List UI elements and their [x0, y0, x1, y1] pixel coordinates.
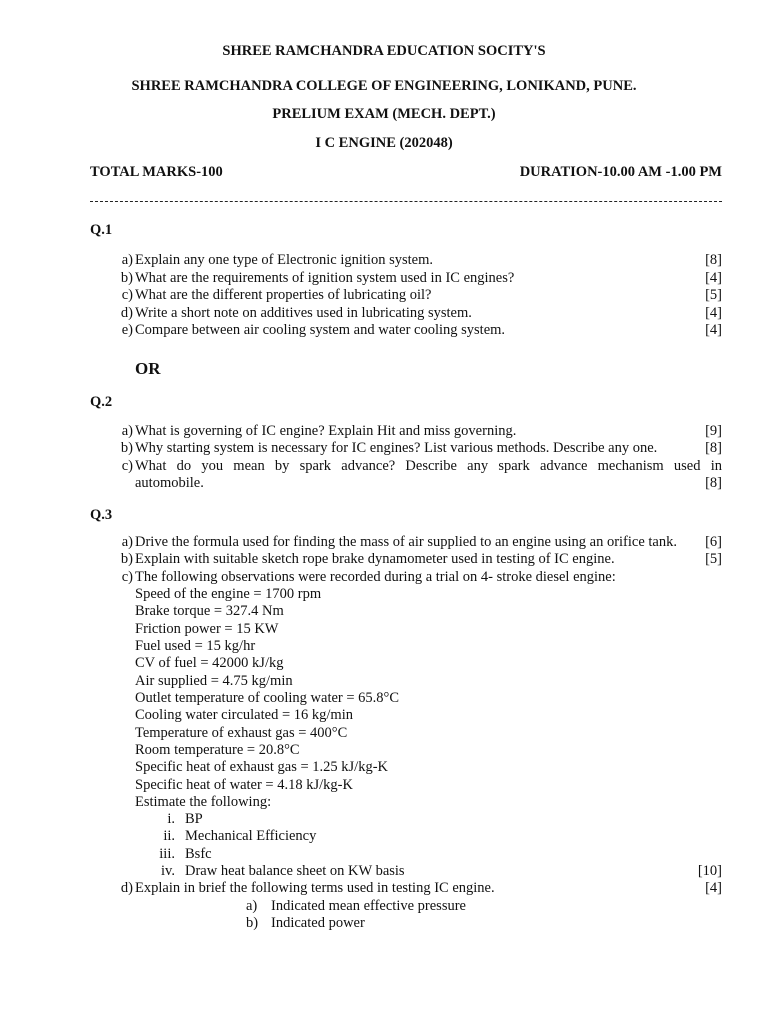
observation-line: Fuel used = 15 kg/hr	[135, 638, 256, 654]
q2-title: Q.2	[90, 394, 113, 410]
item-marks: [9]	[705, 423, 722, 439]
item-text: Explain any one type of Electronic ignition system.	[135, 252, 433, 268]
item-text: Why starting system is necessary for IC engines? List various methods. Describe any one.	[135, 440, 658, 456]
item-text: What is governing of IC engine? Explain Hit and miss governing.	[135, 423, 517, 439]
q3-item-c	[90, 569, 722, 587]
observation-line: CV of fuel = 42000 kJ/kg	[135, 655, 284, 671]
observation-line: Specific heat of exhaust gas = 1.25 kJ/kg-K	[135, 759, 389, 775]
q1-item-e	[90, 322, 722, 340]
estimate-text: Mechanical Efficiency	[185, 828, 317, 844]
q2-item-b	[90, 440, 722, 458]
item-text: The following observations were recorded during a trial on 4- stroke diesel engine:	[135, 569, 616, 585]
item-marks: [8]	[705, 440, 722, 456]
item-marks: [8]	[705, 252, 722, 268]
sub-item-b	[246, 915, 365, 932]
item-label: c)	[121, 287, 133, 303]
sub-item-label: a)	[246, 898, 258, 914]
estimate-item-3	[120, 846, 520, 864]
sub-item-label: b)	[246, 915, 259, 931]
subject-title: I C ENGINE (202048)	[315, 135, 453, 151]
estimate-text: BP	[185, 811, 203, 827]
total-marks: TOTAL MARKS-100	[90, 164, 223, 180]
exam-title: PRELIUM EXAM (MECH. DEPT.)	[272, 106, 496, 122]
college-name: SHREE RAMCHANDRA COLLEGE OF ENGINEERING, LONIKAND, PUNE.	[131, 78, 637, 94]
q1-item-d	[90, 305, 722, 323]
sub-item-a	[246, 898, 466, 915]
item-text: Compare between air cooling system and water cooling system.	[135, 322, 506, 338]
item-label: d)	[120, 880, 133, 896]
item-label: e)	[121, 322, 133, 338]
estimate-text: Draw heat balance sheet on KW basis	[185, 863, 405, 879]
q1-item-a	[90, 252, 722, 270]
item-marks: [8]	[705, 475, 722, 491]
item-text: Explain with suitable sketch rope brake dynamometer used in testing of IC engine.	[135, 551, 615, 567]
or-separator: OR	[135, 359, 161, 378]
estimate-label: i.	[167, 811, 175, 827]
item-text: Write a short note on additives used in lubricating system.	[135, 305, 472, 321]
observation-line: Friction power = 15 KW	[135, 621, 279, 637]
item-marks: [4]	[705, 322, 722, 338]
observation-line: Temperature of exhaust gas = 400°C	[135, 725, 348, 741]
estimate-item-1	[120, 811, 520, 829]
item-marks: [4]	[705, 270, 722, 286]
item-marks: [4]	[705, 305, 722, 321]
q2-item-c-cont	[90, 475, 722, 493]
q3-item-d	[90, 880, 722, 898]
q1-item-c	[90, 287, 722, 305]
estimate-label: ii.	[163, 828, 175, 844]
observation-line: Air supplied = 4.75 kg/min	[135, 673, 293, 689]
q2-item-c-text: What do you mean by spark advance? Describe any spark advance mechanism used in	[135, 458, 722, 474]
item-text: Explain in brief the following terms used in testing IC engine.	[135, 880, 495, 896]
q2-item-a	[90, 423, 722, 441]
q1-title: Q.1	[90, 222, 113, 238]
item-text: Drive the formula used for finding the mass of air supplied to an engine using an orifice tank.	[135, 534, 677, 550]
item-label: c)	[121, 458, 133, 474]
observation-line: Cooling water circulated = 16 kg/min	[135, 707, 353, 723]
item-label: a)	[121, 252, 133, 268]
sub-item-text: Indicated mean effective pressure	[271, 898, 466, 914]
item-marks: [5]	[705, 287, 722, 303]
estimate-item-2	[120, 828, 520, 846]
item-marks: [6]	[705, 534, 722, 550]
item-text: What are the requirements of ignition system used in IC engines?	[135, 270, 515, 286]
estimate-label: iv.	[161, 863, 175, 879]
observation-line: Outlet temperature of cooling water = 65.8°C	[135, 690, 400, 706]
estimate-item-4	[120, 863, 520, 881]
item-marks: [5]	[705, 551, 722, 567]
estimate-heading: Estimate the following:	[135, 794, 272, 810]
q3-title: Q.3	[90, 507, 113, 523]
item-label: b)	[120, 270, 133, 286]
item-label: d)	[120, 305, 133, 321]
q1-item-b	[90, 270, 722, 288]
estimate-label: iii.	[159, 846, 175, 862]
q3-c-marks: [10]	[697, 863, 722, 879]
society-name: SHREE RAMCHANDRA EDUCATION SOCITY'S	[222, 43, 546, 59]
observation-line: Specific heat of water = 4.18 kJ/kg-K	[135, 777, 353, 793]
observation-line: Room temperature = 20.8°C	[135, 742, 300, 758]
duration: DURATION-10.00 AM -1.00 PM	[519, 164, 722, 180]
item-label: b)	[120, 440, 133, 456]
item-text: What are the different properties of lubricating oil?	[135, 287, 432, 303]
sub-item-text: Indicated power	[271, 915, 365, 931]
item-label: b)	[120, 551, 133, 567]
item-text-continued: automobile.	[135, 475, 204, 491]
item-label: a)	[121, 534, 133, 550]
item-label: a)	[121, 423, 133, 439]
q3-item-b	[90, 551, 722, 569]
observation-line: Speed of the engine = 1700 rpm	[135, 586, 322, 602]
q3-item-a	[90, 534, 722, 552]
item-marks: [4]	[705, 880, 722, 896]
observation-line: Brake torque = 327.4 Nm	[135, 603, 284, 619]
divider-rule	[90, 201, 722, 202]
item-label: c)	[121, 569, 133, 585]
estimate-text: Bsfc	[185, 846, 212, 862]
